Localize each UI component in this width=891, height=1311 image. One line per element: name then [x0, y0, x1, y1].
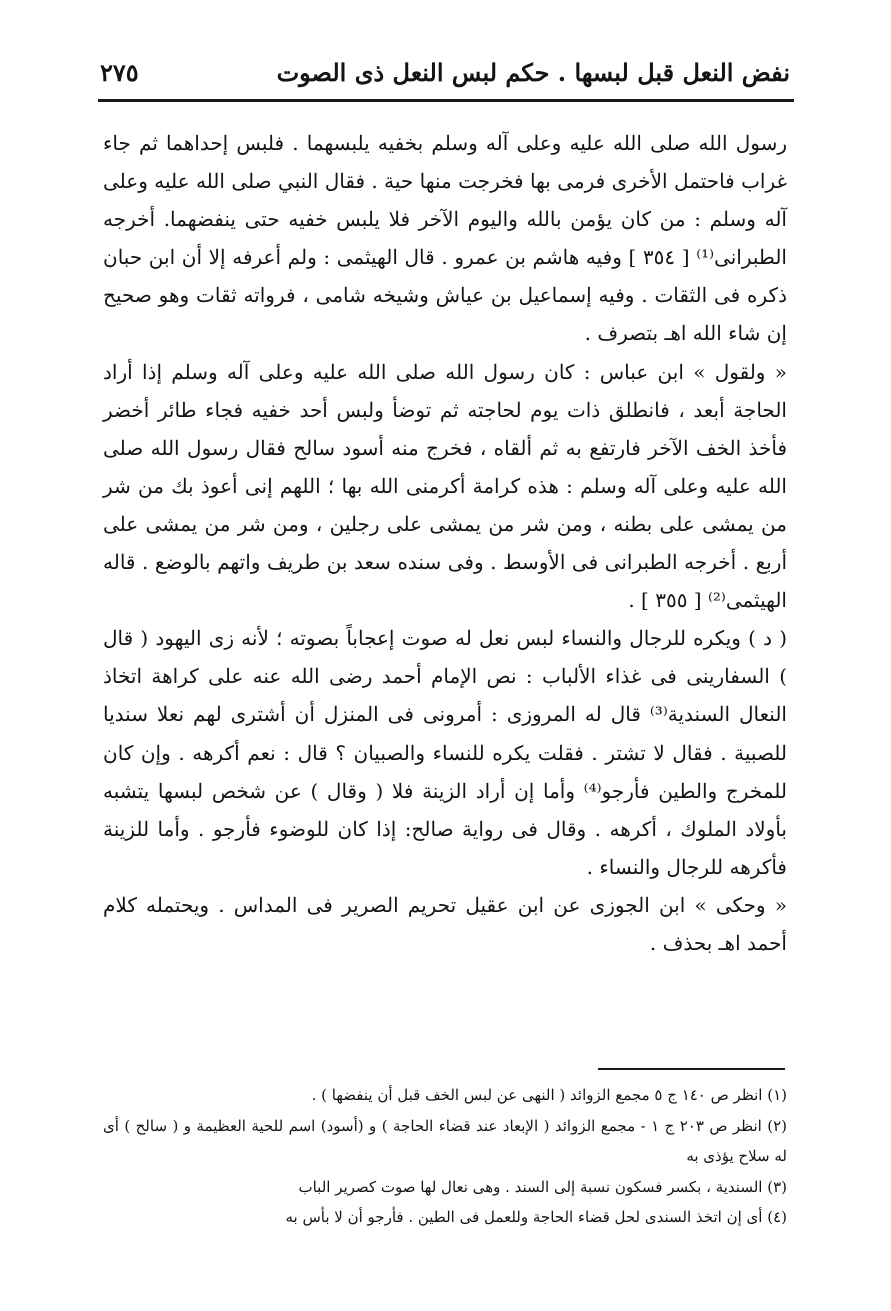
footnotes: [103, 1080, 787, 1233]
page-number: ٢٧٥: [100, 57, 139, 87]
footnote-4: (٤) أى إن اتخذ السندى لحل قضاء الحاجة وللعمل فى الطين . فأرجو أن لا بأس به: [285, 1208, 787, 1226]
paragraph-4: « وحكى » ابن الجوزى عن ابن عقيل تحريم الصرير فى المداس . ويحتمله كلام أحمد اهـ بحذف .: [103, 892, 787, 955]
footnote-rule: [598, 1068, 785, 1070]
footnote-2: (٢) انظر ص ٢٠٣ ج ١ - مجمع الزوائد ( الإبعاد عند قضاء الحاجة ) و (أسود) اسم للحية العظيمة و ( سالح ) أى له سلاح يؤذى به: [103, 1116, 788, 1165]
paragraph-1: رسول الله صلى الله عليه وعلى آله وسلم بخفيه يلبسهما . فلبس إحداهما ثم جاء غراب فاحتمل الأخرى فرمى بها فخرجت منها حية . فقال النبي صلى الله عليه وعلى آله وسلم : من كان يؤمن بالله واليوم الآخر فلا يلبس خفيه حتى ينفضهما. أخرجه الطبرانى⁽¹⁾ [ ٣٥٤ ] وفيه هاشم بن عمرو . قال الهيثمى : ولم أعرفه إلا أن ابن حبان ذكره فى الثقات . وفيه إسماعيل بن عياش وشيخه شامى ، فرواته ثقات وهو صحيح إن شاء الله اهـ بتصرف .: [103, 131, 787, 346]
page-header: [100, 50, 790, 94]
running-title: نفض النعل قبل لبسها . حكم لبس النعل ذى الصوت: [276, 57, 790, 87]
header-rule: [98, 99, 794, 102]
paragraph-2: « ولقول » ابن عباس : كان رسول الله صلى الله عليه وعلى آله وسلم إذا أراد الحاجة أبعد ، فانطلق ذات يوم لحاجته ثم توضأ ولبس أحد خفيه فجاء طائر أخضر فأخذ الخف الآخر فارتفع به ثم ألقاه ، فخرج منه أسود سالح فقال رسول الله صلى الله عليه وعلى آله وسلم : هذه كرامة أكرمنى الله بها ؛ اللهم إنى أعوذ بك من شر من يمشى على بطنه ، ومن شر من يمشى على رجلين ، ومن شر من يمشى على أربع . أخرجه الطبرانى فى الأوسط . وفى سنده سعد بن طريف واتهم بالوضع . قاله الهيثمى⁽²⁾ [ ٣٥٥ ] .: [103, 359, 787, 613]
main-text: [103, 124, 787, 962]
paragraph-3: ( د ) ويكره للرجال والنساء لبس نعل له صوت إعجاباً بصوته ؛ لأنه زى اليهود ( قال ) السفارينى فى غذاء الألباب : نص الإمام أحمد رضى الله عنه على كراهة اتخاذ النعال السندية⁽³⁾ قال له المروزى : أمرونى فى المنزل أن أشترى لهم نعلا سنديا للصبية . فقال لا تشتر . فقلت يكره للنساء والصبيان ؟ قال : نعم أكرهه . وإن كان للمخرج والطين فأرجو⁽⁴⁾ وأما إن أراد الزينة فلا ( وقال ) عن شخص لبسها يتشبه بأولاد الملوك ، أكرهه . وقال فى رواية صالح: إذا كان للوضوء فأرجو . وأما للزينة فأكرهه للرجال والنساء .: [103, 626, 787, 879]
footnote-3: (٣) السندية ، بكسر فسكون نسبة إلى السند . وهى نعال لها صوت كصرير الباب: [298, 1177, 787, 1196]
footnote-1: (١) انظر ص ١٤٠ ج ٥ مجمع الزوائد ( النهى عن لبس الخف قبل أن ينفضها ) .: [311, 1086, 787, 1104]
